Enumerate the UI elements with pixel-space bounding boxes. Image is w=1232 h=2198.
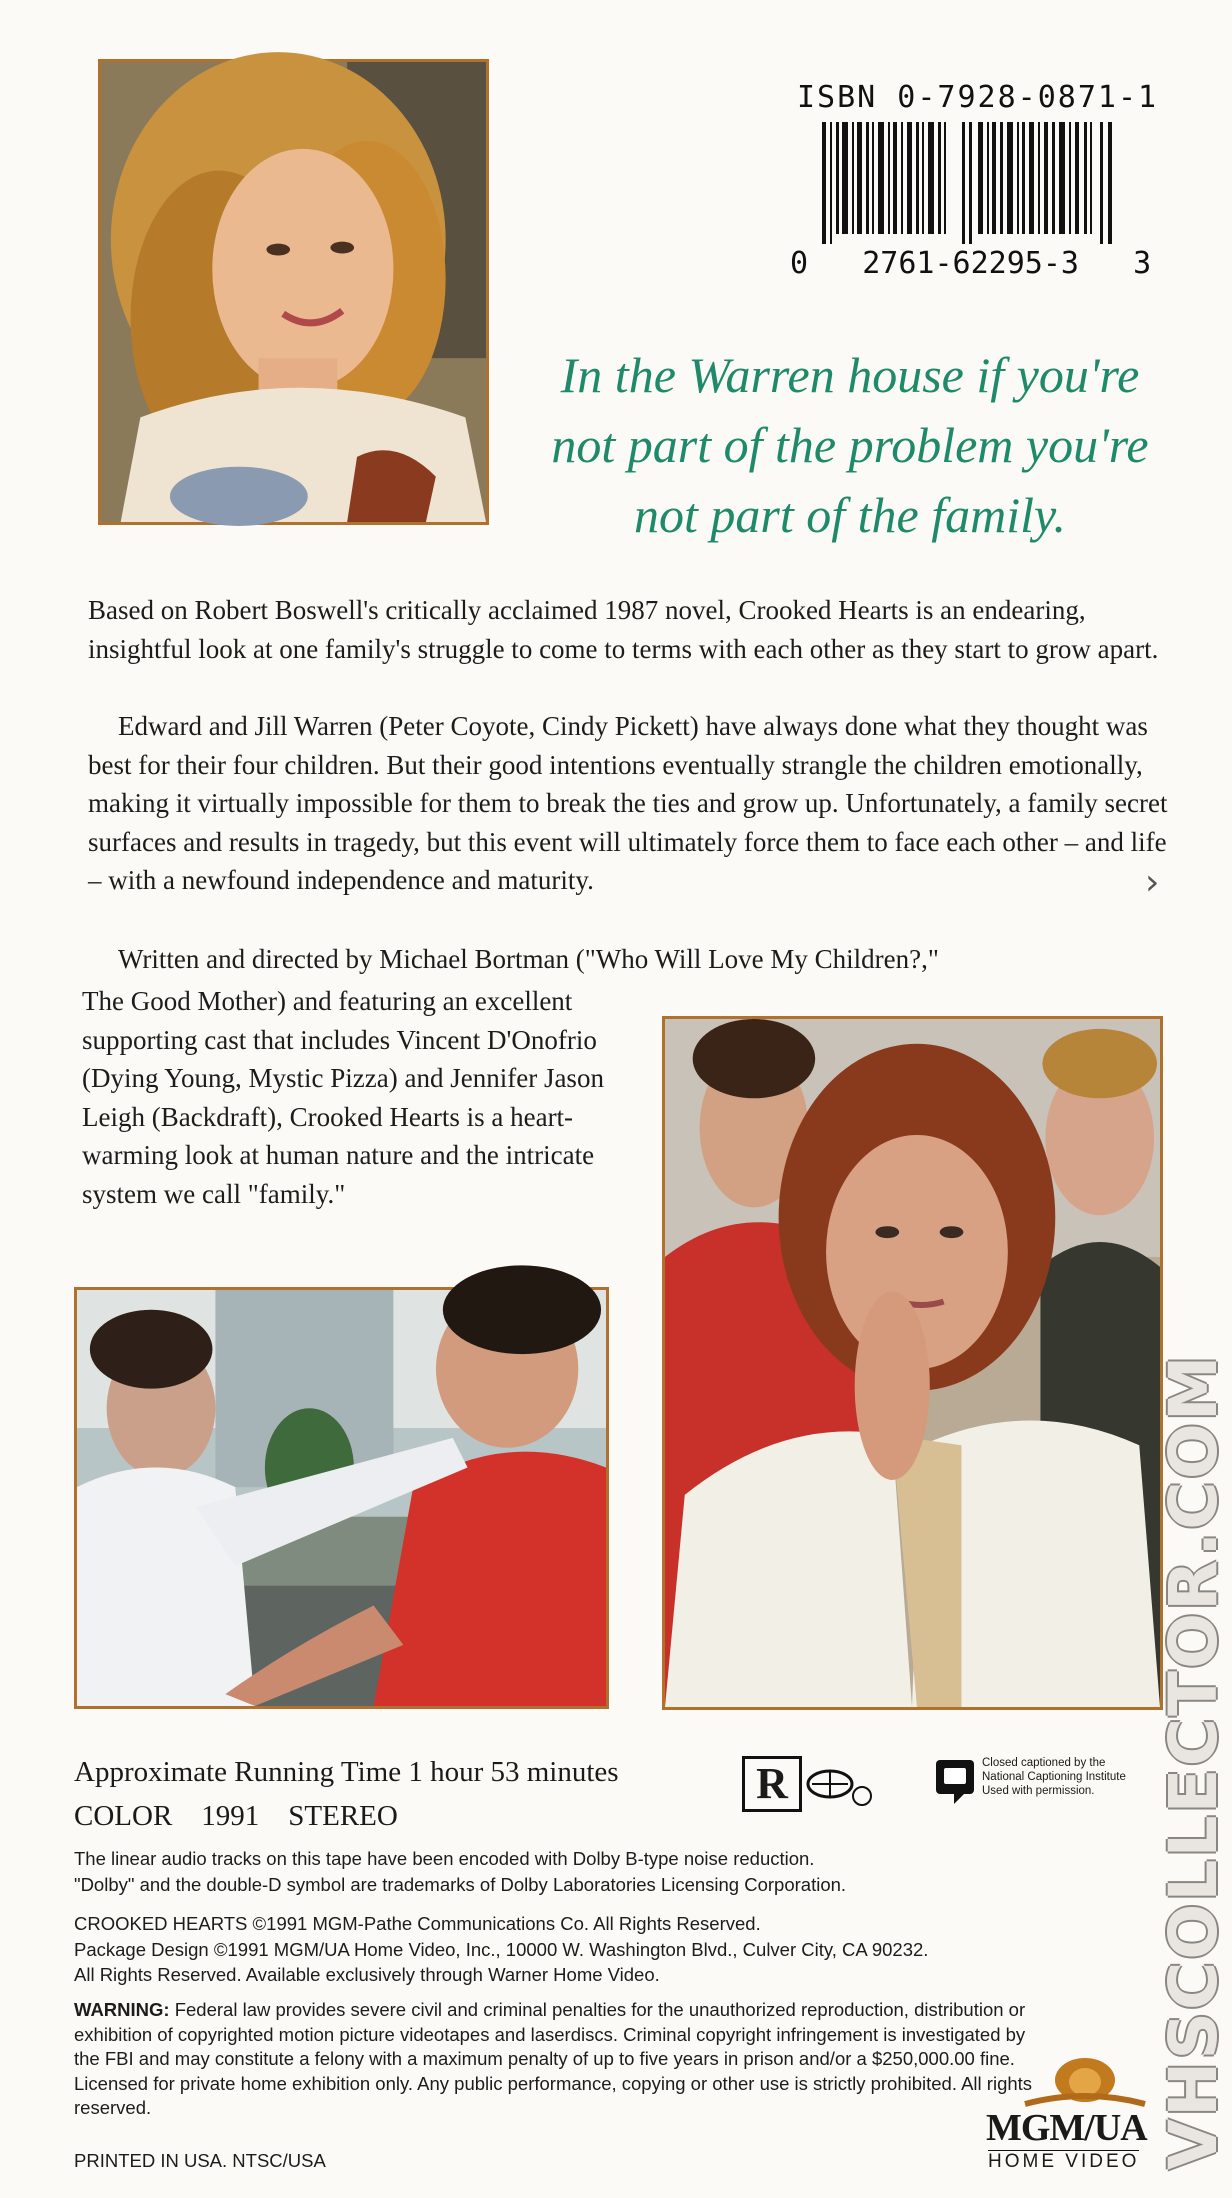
synopsis-p1-text: Based on Robert Boswell's critically acclaimed 1987 novel, Crooked Hearts is an endearing, insightful look at one family's struggle to come to terms with each other as they start to grow apart. [88, 595, 1159, 664]
barcode-number: 0 2761-62295-3 3 [790, 246, 1152, 281]
synopsis-paragraph-1 [88, 591, 1168, 668]
photo-family-group [662, 1016, 1163, 1710]
copyright-line-2: Package Design ©1991 MGM/UA Home Video, Inc., 10000 W. Washington Blvd., Culver City, CA 90232. [74, 1938, 929, 1960]
synopsis-p3-line1: Written and directed by Michael Bortman ("Who Will Love My Children?," [118, 944, 939, 974]
photo-woman-portrait [98, 59, 489, 525]
tagline-line-3: not part of the family. [634, 487, 1066, 543]
home-video-label: HOME VIDEO [988, 2151, 1140, 2172]
warning-text: Federal law provides severe civil and criminal penalties for the unauthorized reproduction, distribution or exhibition of copyrighted motion picture videotapes and laserdiscs. Criminal copyright infringement is investigated by the FBI and may constitute a felony with a maximum penalty of up to five years in prison and/or a $250,000.00 fine. Licensed for private home exhibition only. Any public performance, copying or other use is strictly prohibited. All rights reserved. [74, 1999, 1033, 2118]
copyright-line-1: CROOKED HEARTS ©1991 MGM-Pathe Communications Co. All Rights Reserved. [74, 1913, 761, 1934]
photo-two-men [74, 1287, 609, 1709]
synopsis-p3-rest: The Good Mother) and featuring an excellent supporting cast that includes Vincent D'Onofrio (Dying Young, Mystic Pizza) and Jennifer Jason Leigh (Backdraft), Crooked Hearts is a heart-warming look at human nature and the intricate system we call "family." [82, 986, 604, 1209]
synopsis-paragraph-2 [88, 707, 1168, 900]
running-time-block [74, 1750, 619, 1838]
dolby-notice-line-2: "Dolby" and the double-D symbol are trademarks of Dolby Laboratories Licensing Corporation. [74, 1873, 847, 1895]
copyright-notice [74, 1911, 1074, 1988]
closed-caption-notice: Closed captioned by the National Captioning Institute Used with permission. [982, 1757, 1126, 1797]
closed-caption-icon [934, 1758, 978, 1808]
dolby-notice-line-1: The linear audio tracks on this tape have been encoded with Dolby B-type noise reduction. [74, 1848, 815, 1869]
tagline [520, 340, 1180, 550]
dolby-icon [806, 1768, 874, 1808]
tagline-line-1: In the Warren house if you're [560, 347, 1140, 403]
synopsis-paragraph-3-continued [82, 982, 642, 1213]
rating-r: R [742, 1756, 802, 1812]
barcode [822, 122, 1122, 244]
printed-in: PRINTED IN USA. NTSC/USA [74, 2150, 326, 2171]
isbn-label: ISBN 0-7928-0871-1 [797, 80, 1159, 115]
synopsis-paragraph-3 [88, 940, 1168, 979]
watermark: VHSCOLLECTOR.COM [1155, 1353, 1232, 2170]
synopsis-p2-text: Edward and Jill Warren (Peter Coyote, Cindy Pickett) have always done what they thought was best for their four children. But their good intentions eventually strangle the children emotionally, making it virtually impossible for them to break the ties and grow up. Unfortunately, a family secret surfaces and results in tragedy, but this event will ultimately force them to face each other – and life – with a newfound independence and maturity. [88, 711, 1168, 895]
warning-label: WARNING: [74, 1999, 170, 2020]
warning-notice [74, 1998, 1034, 2121]
chevron-right-icon: › [1145, 862, 1160, 903]
copyright-line-3: All Rights Reserved. Available exclusively through Warner Home Video. [74, 1964, 660, 1985]
format-line: COLOR 1991 STEREO [74, 1800, 398, 1832]
rating-badge [742, 1756, 802, 1812]
mgm-ua-logo-text: MGM/UA [986, 2107, 1147, 2149]
running-time: Approximate Running Time 1 hour 53 minutes [74, 1756, 619, 1788]
tagline-line-2: not part of the problem you're [551, 417, 1149, 473]
dolby-notice [74, 1846, 1034, 1897]
